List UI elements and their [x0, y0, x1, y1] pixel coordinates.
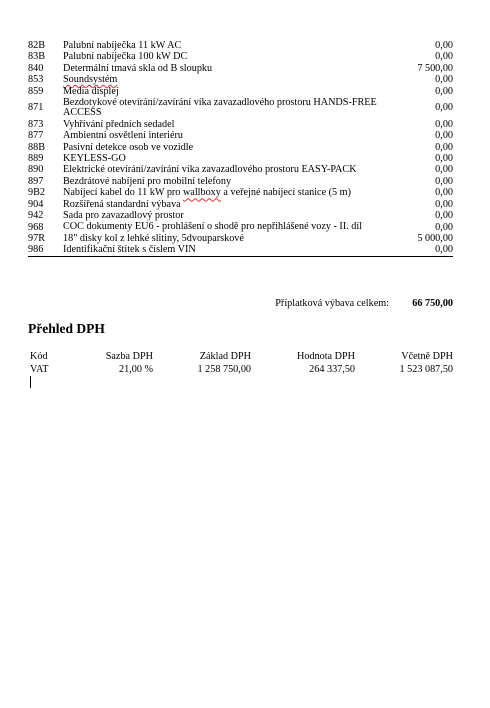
item-code: 873 — [28, 118, 44, 130]
item-price: 0,00 — [435, 164, 453, 176]
vat-header-amount: Hodnota DPH — [296, 351, 355, 362]
item-description: Ambientní osvětlení interiéru — [63, 130, 183, 142]
item-code: 840 — [28, 62, 44, 74]
vat-amount: 264 337,50 — [309, 364, 355, 375]
item-description — [63, 187, 393, 198]
table-row — [28, 86, 453, 97]
table-row — [28, 51, 453, 62]
vat-table — [28, 350, 453, 376]
item-description: Vyhřívání předních sedadel — [63, 118, 175, 130]
item-description: Rozšířená standardní výbava — [63, 198, 181, 210]
item-code: 83B — [28, 51, 45, 63]
vat-total: 1 523 087,50 — [399, 364, 453, 375]
item-code: 9B2 — [28, 187, 45, 199]
item-price: 0,00 — [435, 102, 453, 114]
item-description: KEYLESS-GO — [63, 153, 126, 165]
vat-header-row — [28, 350, 453, 363]
item-price: 0,00 — [435, 74, 453, 86]
table-row — [28, 97, 453, 119]
table-row — [28, 130, 453, 141]
item-description: Determální tmavá skla od B sloupku — [63, 62, 213, 74]
table-row — [28, 164, 453, 175]
item-price: 0,00 — [435, 153, 453, 165]
table-row — [28, 199, 453, 210]
item-description — [63, 74, 393, 85]
item-description: 18" disky kol z lehké slitiny, 5dvouparskové — [63, 232, 244, 244]
item-code: 877 — [28, 130, 44, 142]
item-code: 968 — [28, 221, 44, 233]
item-code: 904 — [28, 198, 44, 210]
item-price: 0,00 — [435, 40, 453, 51]
table-row — [28, 363, 453, 376]
item-price: 0,00 — [435, 221, 453, 233]
item-description: Palubní nabíječka 11 kW AC — [63, 40, 182, 51]
table-row — [28, 187, 453, 198]
item-price: 0,00 — [393, 244, 453, 256]
table-row — [28, 210, 453, 221]
description-text: Nabíjecí kabel do 11 kW pro — [63, 187, 183, 199]
item-description: Pasivní detekce osob ve vozidle — [63, 141, 194, 153]
table-row — [28, 244, 453, 256]
item-code: 859 — [28, 85, 44, 97]
table-row — [28, 40, 453, 51]
item-code: 97R — [28, 232, 45, 244]
vat-base: 1 258 750,00 — [197, 364, 251, 375]
table-row — [28, 153, 453, 164]
item-price: 0,00 — [435, 51, 453, 63]
item-price: 0,00 — [435, 175, 453, 187]
vat-header-total: Včetně DPH — [401, 351, 453, 362]
item-code: 986 — [28, 244, 63, 256]
item-price: 0,00 — [435, 198, 453, 210]
table-row — [28, 176, 453, 187]
item-code: 897 — [28, 175, 44, 187]
vat-header-rate: Sazba DPH — [105, 351, 153, 362]
item-price: 5 000,00 — [417, 232, 453, 244]
vat-header-code: Kód — [30, 351, 48, 362]
item-price: 0,00 — [435, 141, 453, 153]
spellcheck-marked-word[interactable]: Soundsystém — [63, 74, 118, 86]
item-description: Bezdotykové otevírání/zavírání víka zavazadlového prostoru HANDS-FREE ACCESS — [63, 96, 377, 118]
table-row — [28, 142, 453, 153]
item-description: Identifikační štítek s číslem VIN — [63, 244, 393, 256]
item-code: 871 — [28, 102, 44, 114]
item-description: Sada pro zavazadlový prostor — [63, 210, 184, 222]
total-label: Příplatková výbava celkem: — [275, 298, 389, 309]
item-price: 0,00 — [435, 118, 453, 130]
item-description: Elektrické otevírání/zavírání víka zavazadlového prostoru EASY-PACK — [63, 164, 357, 176]
spellcheck-marked-word[interactable]: wallboxy — [182, 187, 221, 199]
item-description: Palubní nabíječka 100 kW DC — [63, 51, 188, 63]
equipment-table — [28, 40, 453, 257]
table-row — [28, 119, 453, 130]
text-cursor[interactable] — [30, 376, 31, 388]
item-code: 853 — [28, 74, 44, 86]
item-price: 0,00 — [435, 210, 453, 222]
item-description: COC dokumenty EU6 - prohlášení o shodě pro nepřihlášené vozy - II. díl — [63, 221, 363, 232]
table-row — [28, 74, 453, 85]
vat-code: VAT — [30, 364, 49, 375]
item-price: 7 500,00 — [417, 62, 453, 74]
vat-section-title: Přehled DPH — [28, 321, 105, 336]
item-price: 0,00 — [435, 187, 453, 199]
item-description: Bezdrátové nabíjení pro mobilní telefony — [63, 175, 232, 187]
item-code: 88B — [28, 141, 45, 153]
item-code: 890 — [28, 164, 44, 176]
item-code: 889 — [28, 153, 44, 165]
item-code: 82B — [28, 40, 45, 51]
description-text: a veřejné nabíjecí stanice (5 m) — [220, 187, 351, 199]
vat-header-base: Základ DPH — [199, 351, 251, 362]
table-row — [28, 233, 453, 244]
item-description: Media displej — [63, 85, 119, 97]
vat-rate: 21,00 % — [119, 364, 153, 375]
equipment-total — [220, 298, 453, 311]
table-row — [28, 63, 453, 74]
table-row — [28, 222, 453, 233]
item-price: 0,00 — [435, 130, 453, 142]
item-code: 942 — [28, 210, 44, 222]
item-price: 0,00 — [435, 85, 453, 97]
total-value: 66 750,00 — [412, 298, 453, 309]
